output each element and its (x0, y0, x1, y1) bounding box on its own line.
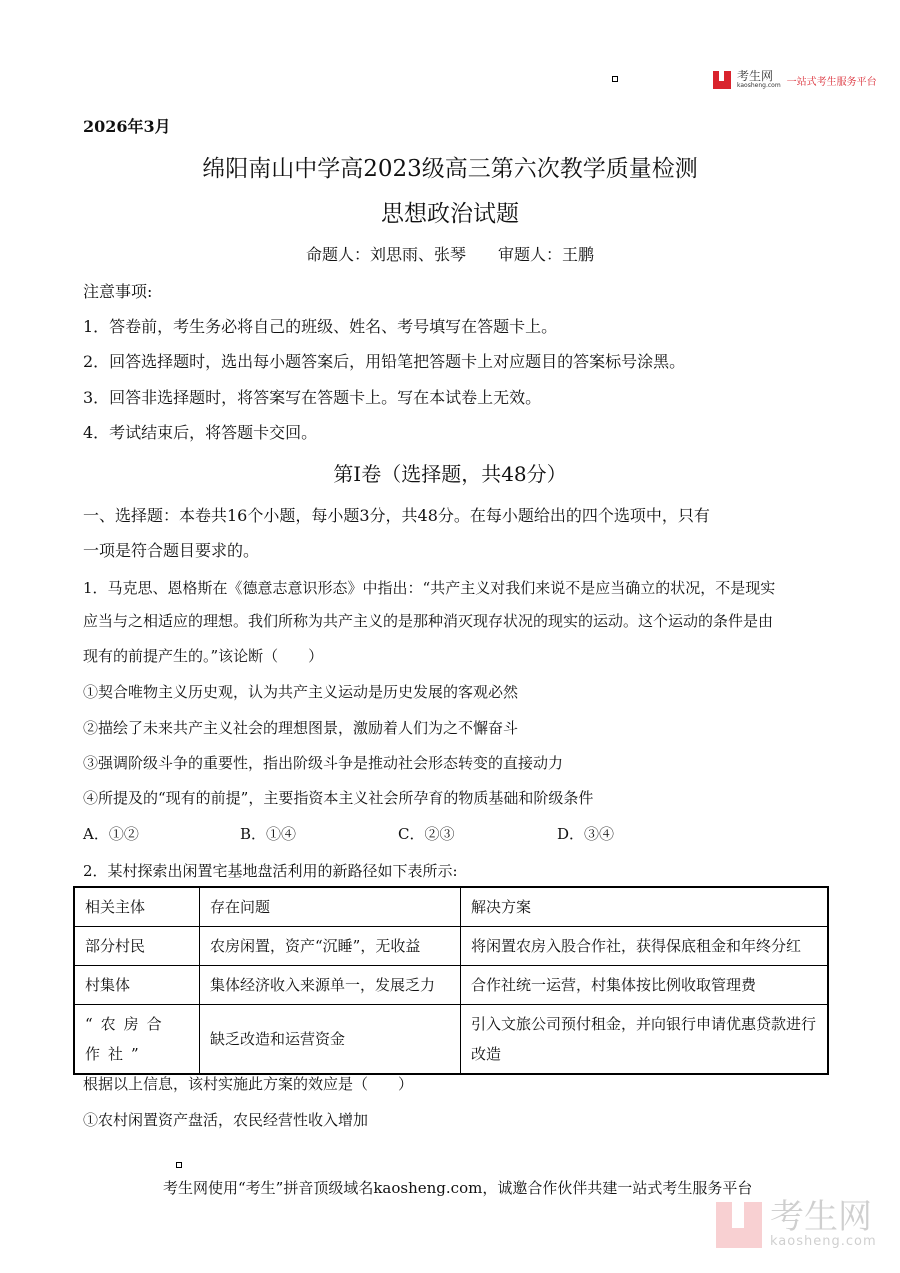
q1-statement: ④所提及的“现有的前提”，主要指资本主义社会所孕育的物质基础和阶级条件 (83, 789, 594, 807)
table-cell: 缺乏改造和运营资金 (200, 1005, 461, 1075)
table-cell: 引入文旅公司预付租金，并向银行申请优惠贷款进行改造 (461, 1005, 829, 1075)
table-row (74, 1005, 828, 1075)
table-header: 解决方案 (461, 887, 829, 927)
marker-square (176, 1162, 182, 1168)
q2-question: 根据以上信息，该村实施此方案的效应是（ ） (83, 1075, 414, 1093)
logo-domain: kaosheng.com (737, 82, 781, 89)
q2-table (73, 886, 829, 1075)
table-header-row (74, 887, 828, 927)
table-header: 相关主体 (74, 887, 200, 927)
q1-option-a: A．①② (83, 825, 139, 843)
table-header: 存在问题 (200, 887, 461, 927)
logo-mark-icon (713, 71, 731, 89)
section-intro: 一项是符合题目要求的。 (83, 541, 260, 560)
q1-stem: 应当与之相适应的理想。我们所称为共产主义的是那种消灭现存状况的现实的运动。这个运动的条件是由 (83, 612, 774, 630)
table-cell: 部分村民 (74, 927, 200, 966)
q2-statement: ①农村闲置资产盘活，农民经营性收入增加 (83, 1111, 369, 1129)
table-cell: 将闲置农房入股合作社，获得保底租金和年终分红 (461, 927, 829, 966)
notice-heading: 注意事项: (83, 282, 153, 301)
kaosheng-logo[interactable] (713, 71, 877, 89)
q1-stem: 现有的前提产生的。”该论断（ ） (83, 647, 324, 665)
kaosheng-watermark (716, 1197, 877, 1250)
exam-authors: 命题人：刘思雨、张琴 审题人：王鹏 (305, 245, 594, 264)
table-cell: 合作社统一运营，村集体按比例收取管理费 (461, 966, 829, 1005)
notice-item: 4．考试结束后，将答题卡交回。 (83, 423, 318, 442)
table-row (74, 966, 828, 1005)
table-cell: 集体经济收入来源单一，发展乏力 (200, 966, 461, 1005)
notice-item: 3．回答非选择题时，将答案写在答题卡上。写在本试卷上无效。 (83, 388, 542, 407)
q1-statement: ③强调阶级斗争的重要性，指出阶级斗争是推动社会形态转变的直接动力 (83, 754, 564, 772)
logo-name: 考生网 (737, 69, 774, 83)
logo-slogan: 一站式考生服务平台 (786, 76, 877, 88)
q2-stem: 2．某村探索出闲置宅基地盘活利用的新路径如下表所示: (83, 862, 458, 880)
watermark-name: 考生网 (770, 1197, 872, 1237)
footer-text: 考生网使用“考生”拼音顶级域名kaosheng.com，诚邀合作伙伴共建一站式考生服务平台 (163, 1179, 753, 1197)
table-cell: 村集体 (74, 966, 200, 1005)
exam-date: 2026年3月 (83, 117, 171, 136)
exam-subtitle: 思想政治试题 (381, 201, 519, 227)
table-row (74, 927, 828, 966)
q1-statement: ①契合唯物主义历史观，认为共产主义运动是历史发展的客观必然 (83, 683, 519, 701)
logo-text (737, 71, 781, 89)
marker-square (612, 76, 618, 82)
notice-item: 1．答卷前，考生务必将自己的班级、姓名、考号填写在答题卡上。 (83, 317, 558, 336)
notice-item: 2．回答选择题时，选出每小题答案后，用铅笔把答题卡上对应题目的答案标号涂黑。 (83, 352, 686, 371)
exam-title: 绵阳南山中学高2023级高三第六次教学质量检测 (202, 156, 698, 182)
section-intro: 一、选择题：本卷共16个小题，每小题3分，共48分。在每小题给出的四个选项中，只有 (83, 506, 710, 525)
watermark-text (770, 1197, 877, 1250)
table-cell: “农房合作社” (74, 1005, 200, 1075)
table-cell: 农房闲置，资产“沉睡”，无收益 (200, 927, 461, 966)
q1-option-b: B．①④ (240, 825, 297, 843)
watermark-domain: kaosheng.com (770, 1234, 877, 1249)
q1-statement: ②描绘了未来共产主义社会的理想图景，激励着人们为之不懈奋斗 (83, 719, 519, 737)
q1-stem: 1．马克思、恩格斯在《德意志意识形态》中指出：“共产主义对我们来说不是应当确立的状况，不是现实 (83, 579, 776, 597)
q1-option-d: D．③④ (557, 825, 615, 843)
watermark-logo-icon (716, 1202, 762, 1248)
section-title: 第Ⅰ卷（选择题，共48分） (333, 462, 567, 486)
q1-option-c: C．②③ (398, 825, 455, 843)
